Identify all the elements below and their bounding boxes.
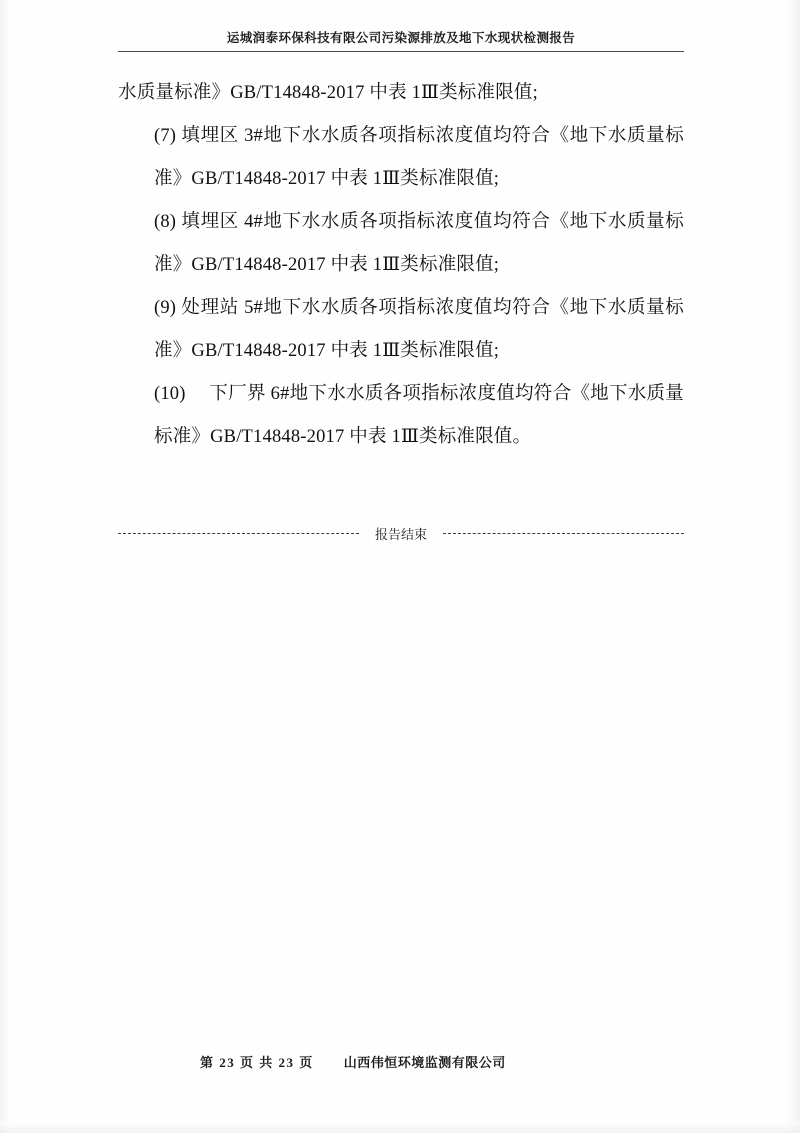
scan-edge-right <box>786 0 800 1133</box>
scan-edge-bottom <box>0 1121 800 1133</box>
document-footer <box>118 1052 684 1071</box>
paragraph-item-9: (9) 处理站 5#地下水水质各项指标浓度值均符合《地下水质量标准》GB/T14848-2017 中表 1Ⅲ类标准限值; <box>154 298 684 361</box>
dashed-line-right <box>443 533 684 534</box>
paragraph-item-7: (7) 填埋区 3#地下水水质各项指标浓度值均符合《地下水质量标准》GB/T14848-2017 中表 1Ⅲ类标准限值; <box>154 126 684 189</box>
report-end-label: 报告结束 <box>375 527 428 542</box>
paragraph-continuation: 水质量标准》GB/T14848-2017 中表 1Ⅲ类标准限值; <box>118 83 538 103</box>
dashed-line-left <box>118 533 359 534</box>
document-body <box>118 72 684 459</box>
header-title: 运城润泰环保科技有限公司污染源排放及地下水现状检测报告 <box>226 31 576 45</box>
report-end-marker <box>118 524 684 543</box>
footer-company: 山西伟恒环境监测有限公司 <box>343 1055 506 1070</box>
page-number: 第 23 页 共 23 页 <box>200 1055 314 1070</box>
header-divider <box>118 51 684 52</box>
scan-edge-left <box>0 0 10 1133</box>
document-header <box>118 28 684 52</box>
paragraph-item-10: (10) 下厂界 6#地下水水质各项指标浓度值均符合《地下水质量标准》GB/T14848-2017 中表 1Ⅲ类标准限值。 <box>154 384 684 447</box>
paragraph-item-8: (8) 填埋区 4#地下水水质各项指标浓度值均符合《地下水质量标准》GB/T14848-2017 中表 1Ⅲ类标准限值; <box>154 212 684 275</box>
